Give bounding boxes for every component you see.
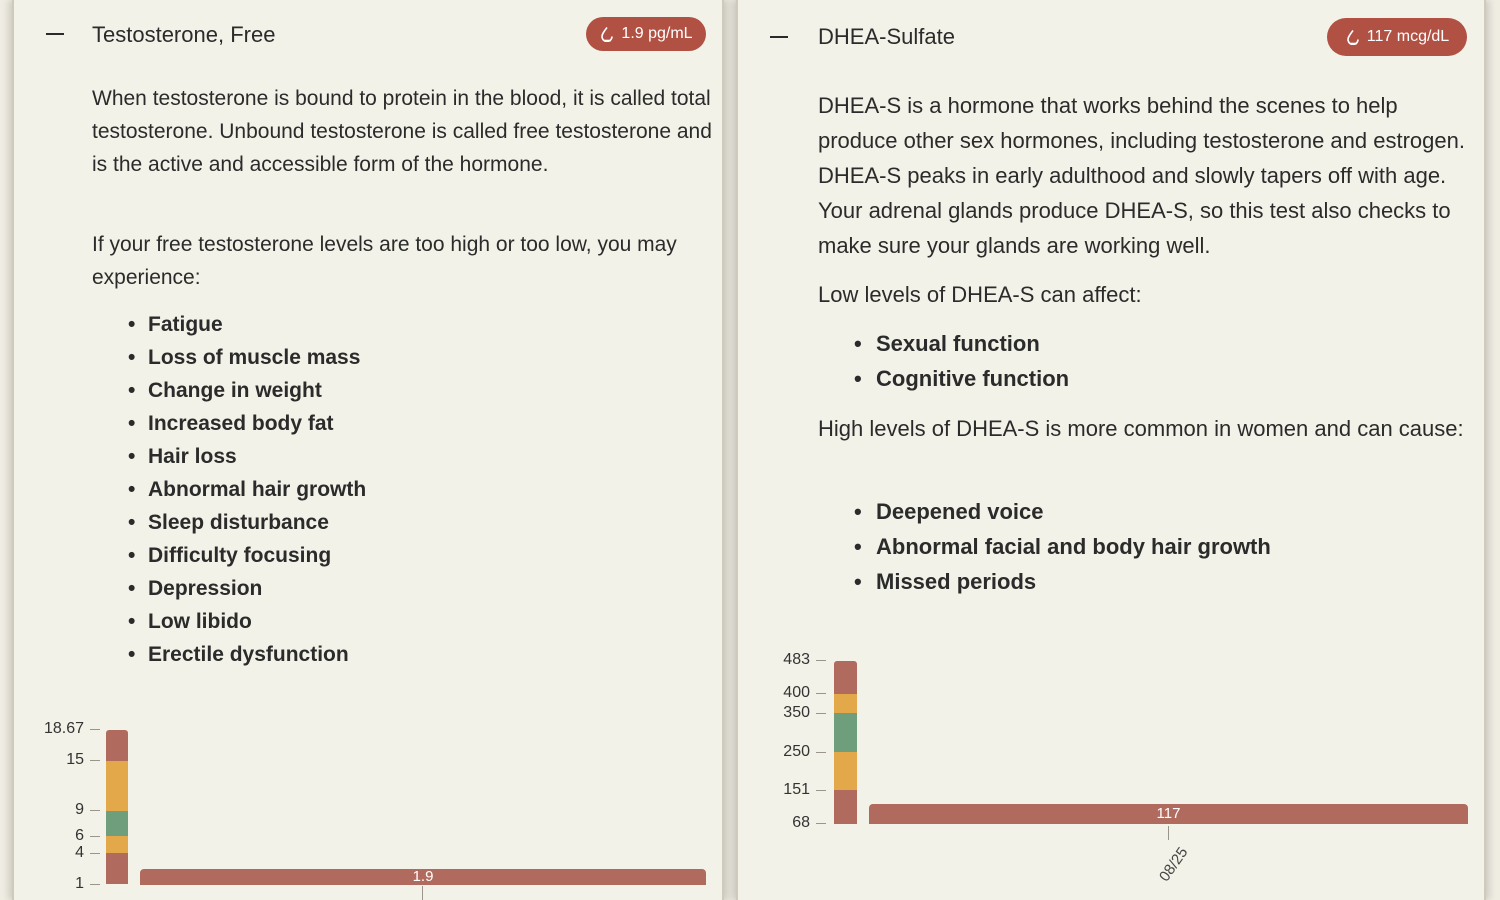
panel-gap: [724, 0, 736, 900]
y-tick-mark: [816, 693, 826, 694]
result-badge: [586, 17, 706, 51]
list-item: • Abnormal facial and body hair growth: [854, 529, 1271, 564]
range-band-optimal-green: [106, 811, 128, 836]
y-tick-mark: [90, 760, 100, 761]
y-tick-mark: [90, 884, 100, 885]
list-item: • Change in weight: [128, 374, 366, 407]
list-item: • Deepened voice: [854, 494, 1271, 529]
testosterone-free-card: [12, 0, 724, 900]
result-bar-label: 117: [1156, 805, 1181, 822]
low-effects-list: [854, 326, 1069, 396]
description-paragraph: DHEA-S is a hormone that works behind the scenes to help produce other sex hormones, including testosterone and estrogen. DHEA-S peaks in early adulthood and slowly tapers off with age. Your adrenal glands produce DHEA-S, so this test also checks to make sure your glands are working well.: [818, 93, 1465, 258]
list-item: • Loss of muscle mass: [128, 341, 366, 374]
result-bar: [140, 869, 706, 885]
result-badge-value: 1.9 pg/mL: [621, 25, 693, 42]
description-paragraph: When testosterone is bound to protein in the blood, it is called total testosterone. Unbound testosterone is called free testosterone and is the active and accessible form of the hormone.: [92, 87, 712, 176]
y-tick-label: 483: [783, 651, 810, 668]
y-tick-label: 6: [75, 827, 84, 844]
y-tick-mark: [90, 810, 100, 811]
card-title: DHEA-Sulfate: [818, 24, 955, 49]
y-tick-mark: [816, 660, 826, 661]
range-band-high-orange: [106, 761, 128, 811]
list-item: • Depression: [128, 572, 366, 605]
list-item: • Missed periods: [854, 564, 1271, 599]
y-tick-mark: [816, 752, 826, 753]
high-effects-list: [854, 494, 1271, 599]
y-tick-mark: [816, 790, 826, 791]
range-band-high-red: [834, 661, 857, 694]
symptoms-intro: If your free testosterone levels are too high or too low, you may experience:: [92, 233, 677, 289]
drop-icon: [1345, 29, 1361, 45]
list-item: • Sleep disturbance: [128, 506, 366, 539]
range-band-high-orange: [834, 694, 857, 713]
y-tick-label: 350: [783, 704, 810, 721]
y-tick-mark: [90, 729, 100, 730]
y-tick-label: 18.67: [43, 720, 84, 737]
drop-icon: [599, 26, 615, 42]
low-levels-intro: Low levels of DHEA-S can affect:: [818, 282, 1142, 307]
x-tick-mark: [1168, 826, 1169, 840]
range-band-optimal-green: [834, 713, 857, 752]
range-band-low-red: [106, 853, 128, 884]
y-tick-mark: [816, 823, 826, 824]
y-tick-mark: [90, 836, 100, 837]
list-item: • Sexual function: [854, 326, 1069, 361]
range-band-high-red: [106, 730, 128, 761]
list-item: • Difficulty focusing: [128, 539, 366, 572]
y-tick-label: 250: [783, 743, 810, 760]
y-tick-mark: [90, 853, 100, 854]
collapse-minus-icon[interactable]: [46, 33, 64, 35]
y-tick-label: 151: [783, 781, 810, 798]
range-band-low-orange: [834, 752, 857, 790]
y-tick-label: 15: [66, 751, 84, 768]
card-title: Testosterone, Free: [92, 22, 276, 47]
y-tick-label: 400: [783, 684, 810, 701]
symptom-list: [128, 308, 366, 671]
y-tick-label: 4: [75, 844, 84, 861]
list-item: • Low libido: [128, 605, 366, 638]
list-item: • Hair loss: [128, 440, 366, 473]
y-tick-label: 68: [792, 814, 810, 831]
list-item: • Fatigue: [128, 308, 366, 341]
list-item: • Abnormal hair growth: [128, 473, 366, 506]
result-bar: [869, 804, 1468, 824]
result-badge: [1327, 18, 1467, 56]
range-band-low-red: [834, 790, 857, 824]
y-tick-mark: [816, 713, 826, 714]
x-tick-mark: [422, 886, 423, 900]
y-tick-label: 9: [75, 801, 84, 818]
list-item: • Cognitive function: [854, 361, 1069, 396]
result-bar-label: 1.9: [412, 868, 434, 885]
dhea-sulfate-card: [736, 0, 1486, 900]
list-item: • Increased body fat: [128, 407, 366, 440]
range-band-low-orange: [106, 836, 128, 853]
y-tick-label: 1: [75, 875, 84, 892]
result-badge-value: 117 mcg/dL: [1366, 28, 1450, 45]
high-levels-intro: High levels of DHEA-S is more common in women and can cause:: [818, 416, 1464, 441]
x-date-label: 08/25: [1156, 844, 1192, 885]
list-item: • Erectile dysfunction: [128, 638, 366, 671]
collapse-minus-icon[interactable]: [770, 36, 788, 38]
